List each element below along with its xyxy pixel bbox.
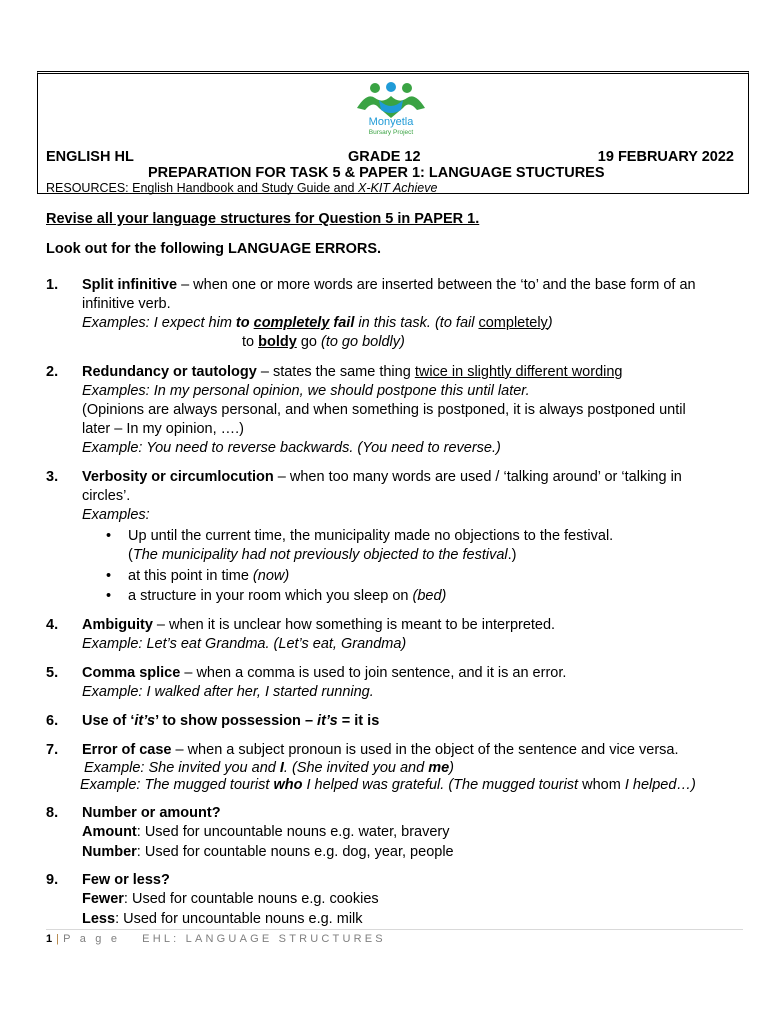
- footer-divider: [46, 929, 743, 930]
- page-footer: [46, 933, 386, 945]
- bullet-icon: •: [106, 588, 112, 604]
- item-1-example-2: to boldy go (to go boldly): [242, 334, 405, 350]
- item-2-note-cont: later – In my opinion, ….): [82, 421, 244, 437]
- logo-text-sub: Bursary Project: [368, 129, 414, 136]
- item-4-example: Example: Let’s eat Grandma. (Let’s eat, Grandma): [82, 636, 407, 652]
- bullet-icon: •: [106, 528, 112, 544]
- item-5-definition: Comma splice – when a comma is used to join sentence, and it is an error.: [82, 665, 567, 681]
- item-3-bullet-3: a structure in your room which you sleep on (bed): [128, 588, 447, 604]
- item-9-fewer: Fewer: Used for countable nouns e.g. cookies: [82, 891, 379, 907]
- item-9-title: Few or less?: [82, 872, 170, 888]
- item-4-definition: Ambiguity – when it is unclear how something is meant to be interpreted.: [82, 617, 556, 633]
- doc-title: PREPARATION FOR TASK 5 & PAPER 1: LANGUAGE STUCTURES: [148, 165, 605, 181]
- item-6-definition: Use of ‘it’s’ to show possession – it’s = it is: [82, 713, 380, 729]
- subject: ENGLISH HL: [46, 149, 134, 165]
- item-number: 3.: [46, 469, 59, 485]
- footer-separator: |: [52, 933, 64, 945]
- item-7-example-2: Example: The mugged tourist who I helped was grateful. (The mugged tourist whom I helped…): [80, 777, 696, 793]
- item-2-note: (Opinions are always personal, and when something is postponed, it is always postponed until: [82, 402, 686, 418]
- resources: RESOURCES: English Handbook and Study Guide and X-KIT Achieve: [46, 181, 438, 195]
- item-3-bullet-1-note: (The municipality had not previously objected to the festival.): [128, 547, 517, 563]
- logo-text-main: Monyetla: [368, 116, 414, 128]
- item-8-title: Number or amount?: [82, 805, 221, 821]
- item-9-less: Less: Used for uncountable nouns e.g. milk: [82, 911, 363, 927]
- item-number: 4.: [46, 617, 59, 633]
- item-3-definition: Verbosity or circumlocution – when too many words are used / ‘talking around’ or ‘talking in: [82, 469, 682, 485]
- item-number: 9.: [46, 872, 59, 888]
- revise-instruction: Revise all your language structures for Question 5 in PAPER 1.: [46, 211, 480, 227]
- item-2-definition: Redundancy or tautology – states the same thing twice in slightly different wording: [82, 364, 623, 380]
- date: 19 FEBRUARY 2022: [597, 149, 734, 165]
- item-number: 1.: [46, 277, 59, 293]
- item-3-definition-cont: circles’.: [82, 488, 131, 504]
- grade: GRADE 12: [348, 149, 421, 165]
- page-number: 1: [46, 933, 53, 945]
- item-number: 6.: [46, 713, 59, 729]
- bullet-icon: •: [106, 568, 112, 584]
- item-1-example: Examples: I expect him to completely fail in this task. (to fail completely): [82, 315, 553, 331]
- lookout-instruction: Look out for the following LANGUAGE ERRORS.: [46, 241, 382, 257]
- item-2-example: Examples: In my personal opinion, we should postpone this until later.: [82, 383, 530, 399]
- item-2-example-2: Example: You need to reverse backwards. (You need to reverse.): [82, 440, 501, 456]
- item-7-example: Example: She invited you and I. (She invited you and me): [84, 760, 455, 776]
- item-number: 8.: [46, 805, 59, 821]
- item-number: 7.: [46, 742, 59, 758]
- item-8-amount: Amount: Used for uncountable nouns e.g. water, bravery: [82, 824, 450, 840]
- header-box: [37, 71, 749, 194]
- page-word: P a g e: [63, 933, 121, 945]
- item-1-definition-cont: infinitive verb.: [82, 296, 171, 312]
- item-3-bullet-1: Up until the current time, the municipality made no objections to the festival.: [128, 528, 614, 544]
- footer-label: EHL: LANGUAGE STRUCTURES: [142, 933, 386, 945]
- item-3-bullet-2: at this point in time (now): [128, 568, 290, 584]
- item-number: 5.: [46, 665, 59, 681]
- item-1-definition: Split infinitive – when one or more words are inserted between the ‘to’ and the base form of an: [82, 277, 696, 293]
- item-number: 2.: [46, 364, 59, 380]
- monyetla-logo: [343, 78, 439, 138]
- item-8-number: Number: Used for countable nouns e.g. dog, year, people: [82, 844, 454, 860]
- item-7-definition: Error of case – when a subject pronoun is used in the object of the sentence and vice versa.: [82, 742, 679, 758]
- item-5-example: Example: I walked after her, I started running.: [82, 684, 374, 700]
- item-3-examples-label: Examples:: [82, 507, 150, 523]
